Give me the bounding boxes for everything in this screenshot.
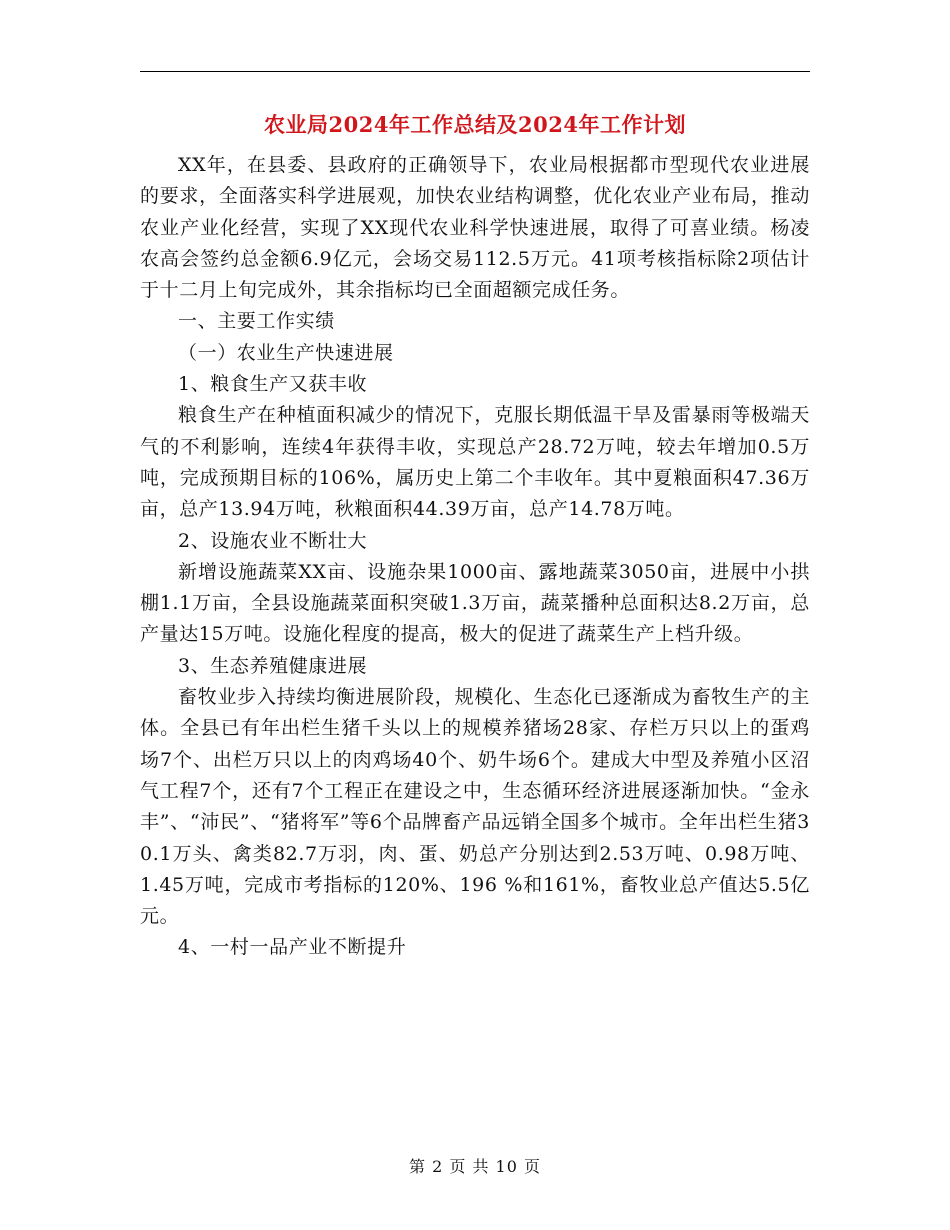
body-paragraph: 粮食生产在种植面积减少的情况下，克服长期低温干旱及雷暴雨等极端天气的不利影响，连续4年获得丰收，实现总产28.72万吨，较去年增加0.5万吨，完成预期目标的106%，属历史上第二个丰收年。其中夏粮面积47.36万亩，总产13.94万吨，秋粮面积44.39万亩，总产14.78万吨。 xyxy=(140,404,810,521)
header-rule xyxy=(140,71,810,72)
document-title: 农业局2024年工作总结及2024年工作计划 xyxy=(264,112,686,137)
item-heading: 3、生态养殖健康进展 xyxy=(178,654,368,677)
subsection-heading: （一）农业生产快速进展 xyxy=(178,341,394,364)
page-number: 第 2 页 共 10 页 xyxy=(409,1157,541,1176)
body-paragraph: 新增设施蔬菜XX亩、设施杂果1000亩、露地蔬菜3050亩，进展中小拱棚1.1万亩，全县设施蔬菜面积突破1.3万亩，蔬菜播种总面积达8.2万亩，总产量达15万吨。设施化程度的提高，极大的促进了蔬菜生产上档升级。 xyxy=(140,560,810,646)
item-heading: 4、一村一品产业不断提升 xyxy=(178,936,407,959)
item-heading: 1、粮食生产又获丰收 xyxy=(178,373,368,396)
intro-paragraph: XX年，在县委、县政府的正确领导下，农业局根据都市型现代农业进展的要求，全面落实科学进展观，加快农业结构调整，优化农业产业布局，推动农业产业化经营，实现了XX现代农业科学快速进展，取得了可喜业绩。杨凌农高会签约总金额6.9亿元，会场交易112.5万元。41项考核指标除2项估计于十二月上旬完成外，其余指标均已全面超额完成任务。 xyxy=(140,154,810,302)
document-body xyxy=(140,150,810,964)
item-heading: 2、设施农业不断壮大 xyxy=(178,529,368,552)
body-paragraph: 畜牧业步入持续均衡进展阶段，规模化、生态化已逐渐成为畜牧生产的主体。全县已有年出栏生猪千头以上的规模养猪场28家、存栏万只以上的蛋鸡场7个、出栏万只以上的肉鸡场40个、奶牛场6个。建成大中型及养殖小区沼气工程7个，还有7个工程正在建设之中，生态循环经济进展逐渐加快。“金永丰”、“沛民”、“猪将军”等6个品牌畜产品远销全国多个城市。全年出栏生猪30.1万头、禽类82.7万羽，肉、蛋、奶总产分别达到2.53万吨、0.98万吨、1.45万吨，完成市考指标的120%、196 %和161%，畜牧业总产值达5.5亿元。 xyxy=(140,686,810,928)
section-heading: 一、主要工作实绩 xyxy=(178,310,335,333)
